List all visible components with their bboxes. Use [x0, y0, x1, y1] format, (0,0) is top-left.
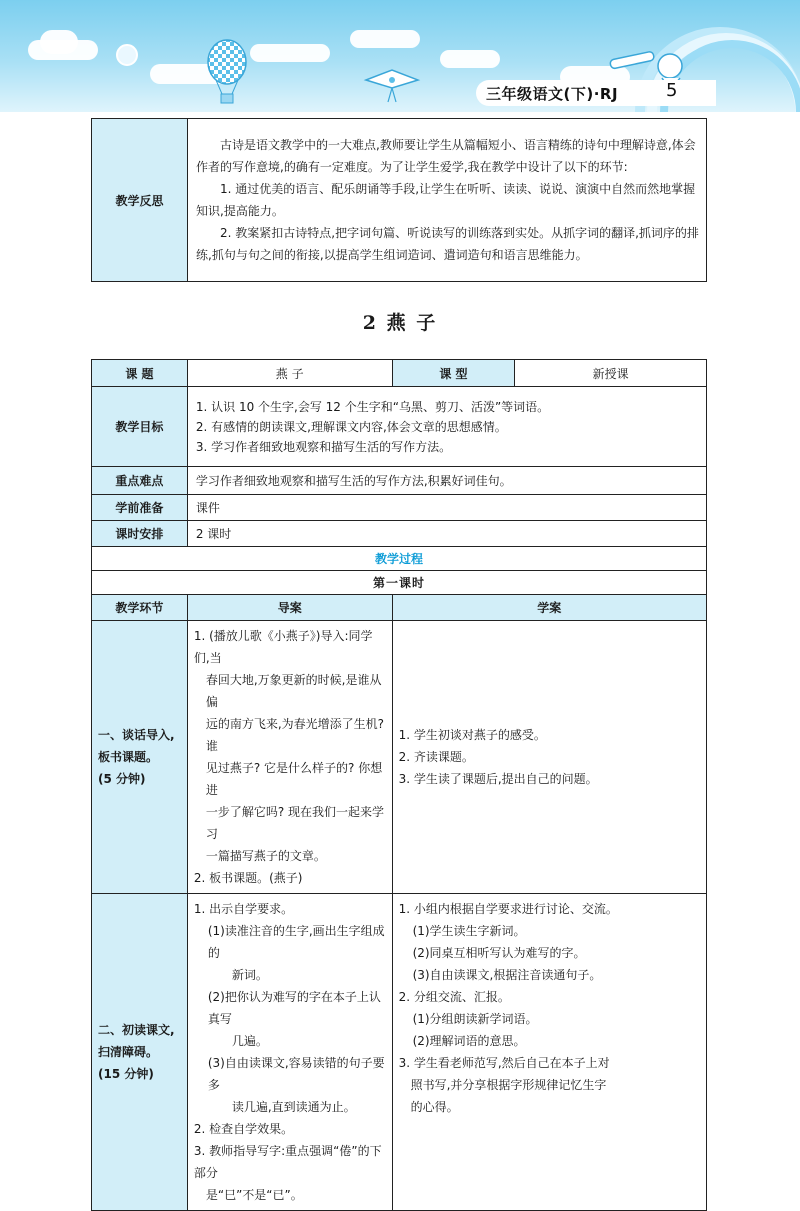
guide-line: (1)读准注音的生字,画出生字组成的: [207, 924, 385, 960]
goal-item: 3. 学习作者细致地观察和描写生活的写作方法。: [195, 439, 452, 454]
stage-label-line: 一、谈话导入,: [98, 728, 175, 742]
study-line: (2)同桌互相听写认为难写的字。: [412, 946, 586, 960]
column-header-row: [92, 595, 707, 621]
type-label: 课 型: [392, 360, 515, 387]
guide-line: 2. 板书课题。(燕子): [193, 871, 303, 885]
reflection-paragraph: 古诗是语文教学中的一大难点,教师要让学生从篇幅短小、语言精练的诗句中理解诗意,体会作者的写作意境,的确有一定难度。为了让学生爱学,我在教学中设计了以下的环节:: [196, 138, 696, 174]
hours-row: [92, 521, 707, 547]
hours-label: 课时安排: [92, 521, 188, 547]
guide-line: 是“巳”不是“已”。: [205, 1188, 303, 1202]
stage-label: [92, 894, 188, 1211]
reflection-body: [188, 119, 707, 282]
process-title: 教学过程: [92, 547, 707, 571]
study-line: 3. 学生看老师范写,然后自己在本子上对: [398, 1056, 610, 1070]
page-number: 5: [666, 80, 678, 101]
focus-value: 学习作者细致地观察和描写生活的写作方法,积累好词佳句。: [187, 467, 706, 495]
sun-icon: [116, 44, 138, 66]
study-line: (2)理解词语的意思。: [412, 1034, 526, 1048]
guide-line: 几遍。: [231, 1034, 268, 1048]
reflection-paragraph: 1. 通过优美的语言、配乐朗诵等手段,让学生在听听、读读、说说、演演中自然而然地掌握知识,提高能力。: [196, 182, 696, 218]
study-line: 1. 小组内根据自学要求进行讨论、交流。: [398, 902, 618, 916]
grade-label: 三年级语文(下)·RJ: [486, 85, 619, 103]
guide-line: 春回大地,万象更新的时候,是谁从偏: [205, 673, 382, 709]
guide-line: 2. 检查自学效果。: [193, 1122, 294, 1136]
study-line: 的心得。: [410, 1100, 459, 1114]
stage-label-line: 扫清障碍。: [98, 1045, 159, 1059]
guide-line: 见过燕子? 它是什么样子的? 你想进: [205, 761, 383, 797]
study-line: 2. 齐读课题。: [398, 750, 474, 764]
guide-line: (3)自由读课文,容易读错的句子要多: [207, 1056, 385, 1092]
guide-cell: [187, 621, 392, 894]
prep-row: [92, 495, 707, 521]
goals-row: [92, 387, 707, 467]
period-title: 第一课时: [92, 571, 707, 595]
prep-label: 学前准备: [92, 495, 188, 521]
guide-line: 新词。: [231, 968, 268, 982]
guide-line: 3. 教师指导写字:重点强调“倦”的下部分: [193, 1144, 382, 1180]
study-cell: [392, 621, 706, 894]
cloud-decoration: [350, 30, 420, 48]
guide-line: 读几遍,直到读通为止。: [231, 1100, 356, 1114]
reflection-table: [91, 118, 707, 282]
study-cell: [392, 894, 706, 1211]
period-row: [92, 571, 707, 595]
goals-cell: [187, 387, 706, 467]
stage-label: [92, 621, 188, 894]
stage-row: [92, 894, 707, 1211]
cloud-decoration: [440, 50, 500, 68]
guide-line: 远的南方飞来,为春光增添了生机? 谁: [205, 717, 385, 753]
study-line: (1)学生读生字新词。: [412, 924, 526, 938]
col-guide-header: 导案: [187, 595, 392, 621]
stage-label-line: (15 分钟): [98, 1067, 154, 1081]
focus-label: 重点难点: [92, 467, 188, 495]
goal-item: 2. 有感情的朗读课文,理解课文内容,体会文章的思想感情。: [195, 419, 507, 434]
topic-label: 课 题: [92, 360, 188, 387]
guide-line: 1. (播放儿歌《小燕子》)导入:同学们,当: [193, 629, 373, 665]
type-value: 新授课: [515, 360, 707, 387]
stage-label-line: (5 分钟): [98, 772, 146, 786]
guide-line: 一步了解它吗? 现在我们一起来学习: [205, 805, 385, 841]
col-study-header: 学案: [392, 595, 706, 621]
topic-value: 燕 子: [187, 360, 392, 387]
study-line: 2. 分组交流、汇报。: [398, 990, 510, 1004]
cloud-decoration: [250, 44, 330, 62]
guide-line: 一篇描写燕子的文章。: [205, 849, 326, 863]
goals-label: 教学目标: [92, 387, 188, 467]
stage-label-line: 板书课题。: [98, 750, 159, 764]
stage-row: [92, 621, 707, 894]
study-line: 1. 学生初谈对燕子的感受。: [398, 728, 546, 742]
guide-line: 1. 出示自学要求。: [193, 902, 294, 916]
kite-icon: [362, 66, 422, 106]
guide-line: (2)把你认为难写的字在本子上认真写: [207, 990, 381, 1026]
reflection-row: [92, 119, 707, 282]
study-line: 照书写,并分享根据字形规律记忆生字: [410, 1078, 607, 1092]
study-line: (3)自由读课文,根据注音读通句子。: [412, 968, 602, 982]
reflection-paragraph: 2. 教案紧扣古诗特点,把字词句篇、听说读写的训练落到实处。从抓字词的翻译,抓词序的排练,抓句与句之间的衔接,以提高学生组词造词、遣词造句和语言思维能力。: [196, 226, 699, 262]
hours-value: 2 课时: [187, 521, 706, 547]
lesson-table: [91, 359, 707, 1211]
prep-value: 课件: [187, 495, 706, 521]
reflection-label: 教学反思: [92, 119, 188, 282]
hot-air-balloon-icon: [202, 38, 252, 108]
col-stage-header: 教学环节: [92, 595, 188, 621]
goal-item: 1. 认识 10 个生字,会写 12 个生字和“乌黑、剪刀、活泼”等词语。: [195, 399, 550, 414]
stage-label-line: 二、初读课文,: [98, 1023, 175, 1037]
topic-row: [92, 360, 707, 387]
study-line: 3. 学生读了课题后,提出自己的问题。: [398, 772, 598, 786]
focus-row: [92, 467, 707, 495]
cloud-decoration: [40, 30, 78, 54]
study-line: (1)分组朗读新学词语。: [412, 1012, 538, 1026]
process-row: [92, 547, 707, 571]
guide-cell: [187, 894, 392, 1211]
header-banner: [0, 0, 800, 112]
lesson-title: 2 燕 子: [362, 312, 438, 334]
